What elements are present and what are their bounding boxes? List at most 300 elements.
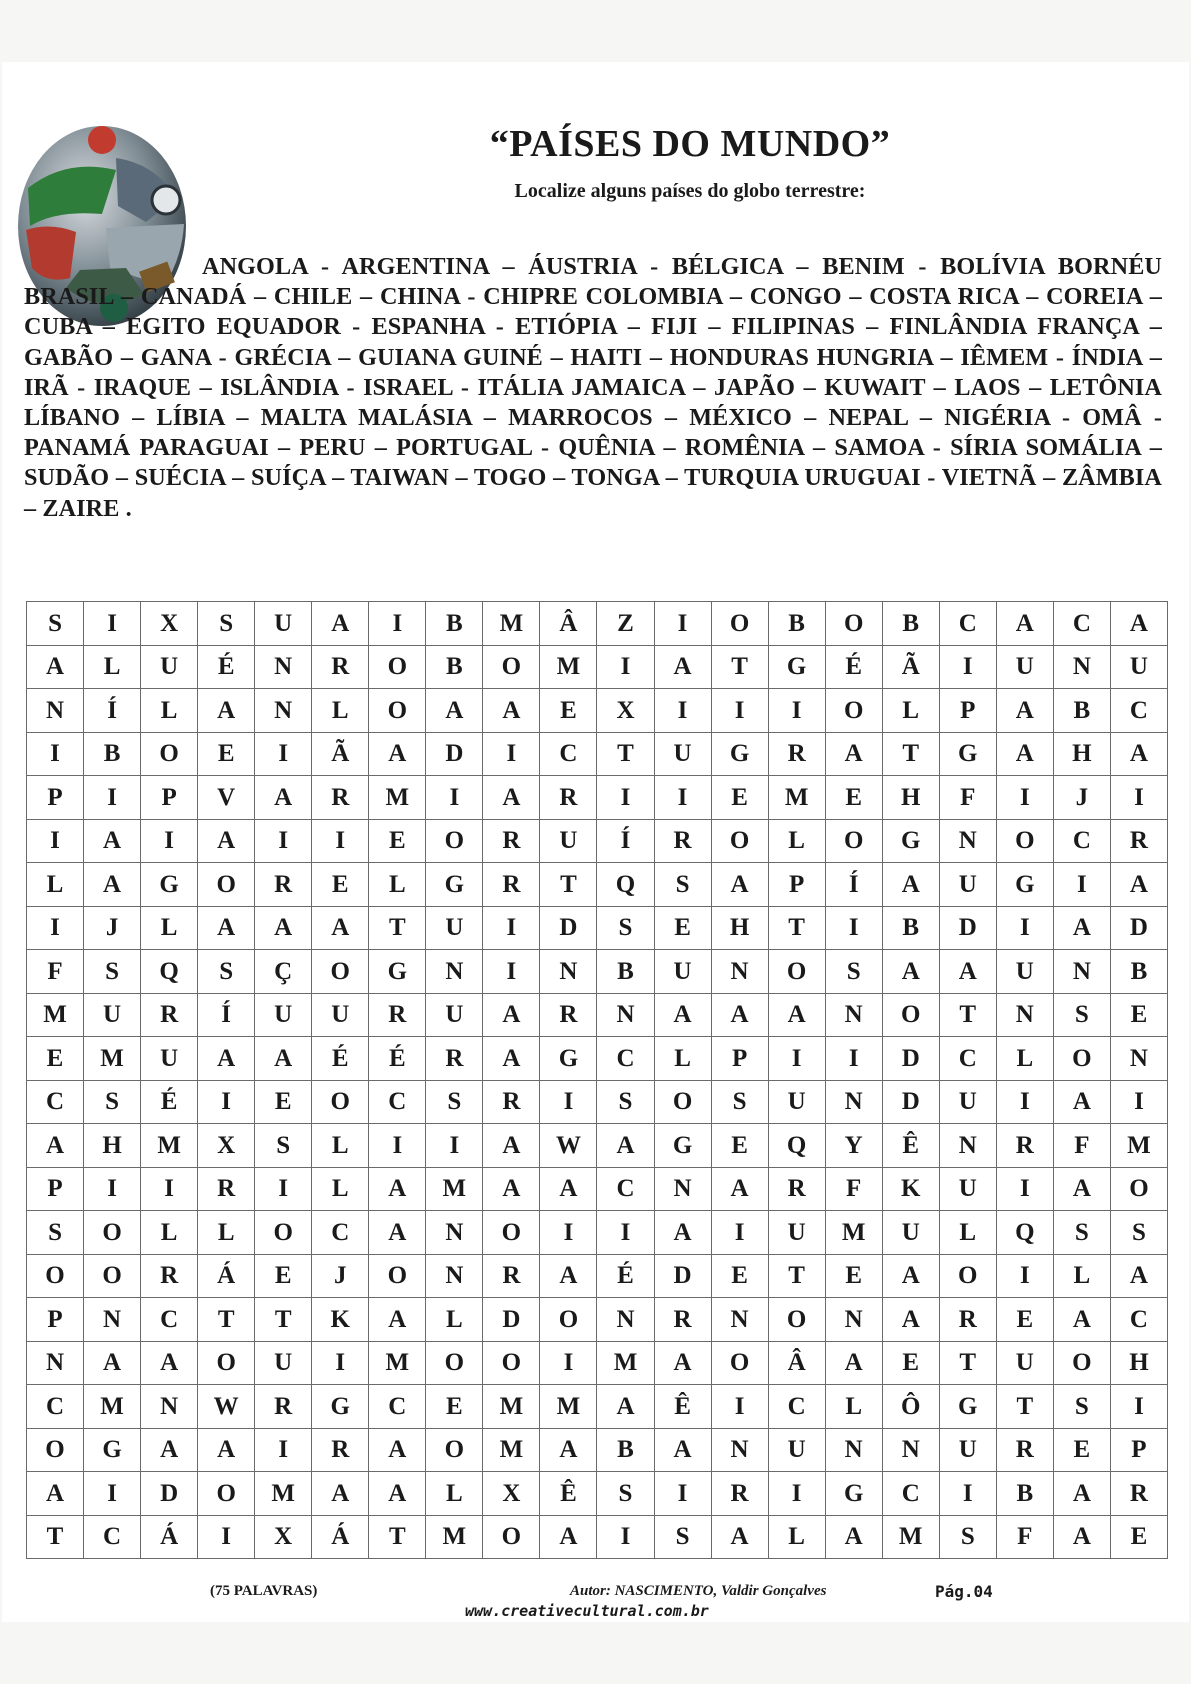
grid-cell[interactable]: A: [1053, 1167, 1110, 1211]
grid-cell[interactable]: H: [882, 776, 939, 820]
grid-cell[interactable]: B: [882, 906, 939, 950]
grid-cell[interactable]: L: [1053, 1254, 1110, 1298]
grid-cell[interactable]: A: [483, 689, 540, 733]
grid-cell[interactable]: S: [198, 950, 255, 994]
grid-cell[interactable]: A: [369, 1298, 426, 1342]
grid-cell[interactable]: M: [426, 1167, 483, 1211]
grid-cell[interactable]: R: [255, 1385, 312, 1429]
grid-cell[interactable]: A: [540, 1254, 597, 1298]
grid-cell[interactable]: G: [84, 1428, 141, 1472]
grid-cell[interactable]: N: [27, 1341, 84, 1385]
grid-cell[interactable]: N: [939, 1124, 996, 1168]
grid-cell[interactable]: A: [369, 1211, 426, 1255]
grid-cell[interactable]: U: [996, 1341, 1053, 1385]
grid-cell[interactable]: O: [483, 1341, 540, 1385]
grid-cell[interactable]: A: [198, 819, 255, 863]
grid-cell[interactable]: I: [711, 689, 768, 733]
grid-cell[interactable]: T: [597, 732, 654, 776]
grid-cell[interactable]: I: [84, 602, 141, 646]
grid-cell[interactable]: I: [1110, 1385, 1167, 1429]
grid-cell[interactable]: D: [426, 732, 483, 776]
grid-cell[interactable]: A: [939, 950, 996, 994]
grid-cell[interactable]: L: [312, 689, 369, 733]
grid-cell[interactable]: L: [84, 645, 141, 689]
grid-cell[interactable]: I: [597, 645, 654, 689]
grid-cell[interactable]: Á: [141, 1515, 198, 1559]
grid-cell[interactable]: N: [426, 1254, 483, 1298]
grid-cell[interactable]: T: [27, 1515, 84, 1559]
grid-cell[interactable]: L: [768, 819, 825, 863]
grid-cell[interactable]: B: [1110, 950, 1167, 994]
grid-cell[interactable]: L: [198, 1211, 255, 1255]
grid-cell[interactable]: A: [255, 1037, 312, 1081]
grid-cell[interactable]: A: [996, 689, 1053, 733]
grid-cell[interactable]: I: [255, 1428, 312, 1472]
grid-cell[interactable]: K: [882, 1167, 939, 1211]
grid-cell[interactable]: Í: [825, 863, 882, 907]
grid-cell[interactable]: A: [483, 1037, 540, 1081]
grid-cell[interactable]: G: [768, 645, 825, 689]
grid-cell[interactable]: A: [1053, 1080, 1110, 1124]
grid-cell[interactable]: C: [939, 1037, 996, 1081]
grid-cell[interactable]: B: [1053, 689, 1110, 733]
grid-cell[interactable]: C: [1110, 689, 1167, 733]
grid-cell[interactable]: U: [141, 1037, 198, 1081]
grid-cell[interactable]: M: [255, 1472, 312, 1516]
grid-cell[interactable]: R: [1110, 1472, 1167, 1516]
grid-cell[interactable]: C: [27, 1385, 84, 1429]
grid-cell[interactable]: É: [141, 1080, 198, 1124]
grid-cell[interactable]: O: [141, 732, 198, 776]
grid-cell[interactable]: R: [483, 819, 540, 863]
grid-cell[interactable]: D: [1110, 906, 1167, 950]
grid-cell[interactable]: R: [141, 1254, 198, 1298]
grid-cell[interactable]: O: [426, 1428, 483, 1472]
grid-cell[interactable]: I: [597, 1211, 654, 1255]
grid-cell[interactable]: N: [711, 1428, 768, 1472]
grid-cell[interactable]: A: [597, 1124, 654, 1168]
grid-cell[interactable]: A: [255, 776, 312, 820]
grid-cell[interactable]: O: [426, 819, 483, 863]
grid-cell[interactable]: A: [1053, 1472, 1110, 1516]
grid-cell[interactable]: Í: [84, 689, 141, 733]
grid-cell[interactable]: É: [198, 645, 255, 689]
grid-cell[interactable]: A: [654, 993, 711, 1037]
grid-cell[interactable]: X: [198, 1124, 255, 1168]
grid-cell[interactable]: A: [198, 689, 255, 733]
grid-cell[interactable]: E: [1053, 1428, 1110, 1472]
grid-cell[interactable]: O: [483, 1211, 540, 1255]
grid-cell[interactable]: É: [312, 1037, 369, 1081]
grid-cell[interactable]: O: [198, 1472, 255, 1516]
grid-cell[interactable]: E: [711, 776, 768, 820]
grid-cell[interactable]: M: [483, 1428, 540, 1472]
grid-cell[interactable]: M: [1110, 1124, 1167, 1168]
grid-cell[interactable]: U: [768, 1080, 825, 1124]
grid-cell[interactable]: V: [198, 776, 255, 820]
grid-cell[interactable]: I: [255, 819, 312, 863]
grid-cell[interactable]: U: [939, 1428, 996, 1472]
grid-cell[interactable]: U: [654, 732, 711, 776]
grid-cell[interactable]: U: [768, 1211, 825, 1255]
grid-cell[interactable]: I: [1110, 776, 1167, 820]
grid-cell[interactable]: M: [825, 1211, 882, 1255]
grid-cell[interactable]: O: [711, 602, 768, 646]
grid-cell[interactable]: I: [939, 1472, 996, 1516]
grid-cell[interactable]: P: [1110, 1428, 1167, 1472]
grid-cell[interactable]: A: [426, 689, 483, 733]
grid-cell[interactable]: N: [540, 950, 597, 994]
grid-cell[interactable]: O: [369, 645, 426, 689]
grid-cell[interactable]: A: [198, 1428, 255, 1472]
grid-cell[interactable]: U: [939, 1167, 996, 1211]
grid-cell[interactable]: G: [426, 863, 483, 907]
grid-cell[interactable]: R: [255, 863, 312, 907]
grid-cell[interactable]: U: [540, 819, 597, 863]
grid-cell[interactable]: A: [597, 1385, 654, 1429]
grid-cell[interactable]: A: [84, 819, 141, 863]
grid-cell[interactable]: P: [27, 776, 84, 820]
grid-cell[interactable]: A: [483, 1167, 540, 1211]
grid-cell[interactable]: O: [198, 1341, 255, 1385]
grid-cell[interactable]: E: [711, 1254, 768, 1298]
grid-cell[interactable]: I: [825, 1037, 882, 1081]
grid-cell[interactable]: U: [1110, 645, 1167, 689]
grid-cell[interactable]: C: [312, 1211, 369, 1255]
grid-cell[interactable]: A: [540, 1428, 597, 1472]
grid-cell[interactable]: O: [1110, 1167, 1167, 1211]
grid-cell[interactable]: S: [1053, 1211, 1110, 1255]
grid-cell[interactable]: C: [768, 1385, 825, 1429]
grid-cell[interactable]: I: [825, 906, 882, 950]
grid-cell[interactable]: A: [1053, 906, 1110, 950]
grid-cell[interactable]: O: [1053, 1037, 1110, 1081]
grid-cell[interactable]: I: [996, 776, 1053, 820]
grid-cell[interactable]: O: [312, 1080, 369, 1124]
grid-cell[interactable]: K: [312, 1298, 369, 1342]
grid-cell[interactable]: I: [996, 1167, 1053, 1211]
grid-cell[interactable]: N: [597, 993, 654, 1037]
grid-cell[interactable]: C: [597, 1037, 654, 1081]
grid-cell[interactable]: U: [882, 1211, 939, 1255]
grid-cell[interactable]: O: [27, 1254, 84, 1298]
grid-cell[interactable]: I: [996, 1080, 1053, 1124]
grid-cell[interactable]: I: [768, 1472, 825, 1516]
grid-cell[interactable]: O: [198, 863, 255, 907]
grid-cell[interactable]: E: [996, 1298, 1053, 1342]
grid-cell[interactable]: Í: [597, 819, 654, 863]
grid-cell[interactable]: A: [654, 1341, 711, 1385]
grid-cell[interactable]: I: [711, 1385, 768, 1429]
grid-cell[interactable]: I: [654, 602, 711, 646]
grid-cell[interactable]: N: [84, 1298, 141, 1342]
grid-cell[interactable]: X: [597, 689, 654, 733]
grid-cell[interactable]: Ô: [882, 1385, 939, 1429]
grid-cell[interactable]: N: [654, 1167, 711, 1211]
grid-cell[interactable]: Q: [768, 1124, 825, 1168]
grid-cell[interactable]: A: [198, 1037, 255, 1081]
grid-cell[interactable]: O: [369, 689, 426, 733]
grid-cell[interactable]: N: [711, 1298, 768, 1342]
grid-cell[interactable]: A: [255, 906, 312, 950]
grid-cell[interactable]: R: [768, 732, 825, 776]
grid-cell[interactable]: M: [540, 645, 597, 689]
grid-cell[interactable]: C: [597, 1167, 654, 1211]
grid-cell[interactable]: O: [654, 1080, 711, 1124]
grid-cell[interactable]: X: [483, 1472, 540, 1516]
grid-cell[interactable]: A: [996, 732, 1053, 776]
grid-cell[interactable]: L: [141, 906, 198, 950]
grid-cell[interactable]: I: [597, 776, 654, 820]
grid-cell[interactable]: A: [1053, 1515, 1110, 1559]
grid-cell[interactable]: O: [84, 1211, 141, 1255]
grid-cell[interactable]: U: [255, 1341, 312, 1385]
grid-cell[interactable]: O: [825, 602, 882, 646]
grid-cell[interactable]: E: [540, 689, 597, 733]
grid-cell[interactable]: R: [483, 1080, 540, 1124]
grid-cell[interactable]: N: [27, 689, 84, 733]
grid-cell[interactable]: D: [882, 1037, 939, 1081]
grid-cell[interactable]: O: [768, 950, 825, 994]
grid-cell[interactable]: P: [711, 1037, 768, 1081]
grid-cell[interactable]: Q: [996, 1211, 1053, 1255]
grid-cell[interactable]: I: [711, 1211, 768, 1255]
grid-cell[interactable]: O: [483, 645, 540, 689]
grid-cell[interactable]: L: [825, 1385, 882, 1429]
grid-cell[interactable]: T: [540, 863, 597, 907]
grid-cell[interactable]: T: [939, 1341, 996, 1385]
grid-cell[interactable]: O: [27, 1428, 84, 1472]
grid-cell[interactable]: Á: [198, 1254, 255, 1298]
grid-cell[interactable]: A: [369, 1167, 426, 1211]
grid-cell[interactable]: R: [711, 1472, 768, 1516]
grid-cell[interactable]: A: [27, 645, 84, 689]
grid-cell[interactable]: D: [540, 906, 597, 950]
grid-cell[interactable]: O: [540, 1298, 597, 1342]
grid-cell[interactable]: U: [426, 993, 483, 1037]
grid-cell[interactable]: I: [27, 906, 84, 950]
grid-cell[interactable]: L: [312, 1167, 369, 1211]
grid-cell[interactable]: E: [882, 1341, 939, 1385]
grid-cell[interactable]: I: [996, 1254, 1053, 1298]
grid-cell[interactable]: C: [1053, 819, 1110, 863]
grid-cell[interactable]: I: [84, 776, 141, 820]
grid-cell[interactable]: A: [1110, 732, 1167, 776]
grid-cell[interactable]: R: [369, 993, 426, 1037]
grid-cell[interactable]: A: [27, 1472, 84, 1516]
grid-cell[interactable]: R: [939, 1298, 996, 1342]
grid-cell[interactable]: Ã: [882, 645, 939, 689]
grid-cell[interactable]: A: [369, 1472, 426, 1516]
grid-cell[interactable]: R: [312, 776, 369, 820]
grid-cell[interactable]: L: [939, 1211, 996, 1255]
grid-cell[interactable]: A: [84, 1341, 141, 1385]
grid-cell[interactable]: U: [255, 602, 312, 646]
grid-cell[interactable]: R: [1110, 819, 1167, 863]
grid-cell[interactable]: O: [825, 689, 882, 733]
grid-cell[interactable]: F: [27, 950, 84, 994]
grid-cell[interactable]: B: [426, 645, 483, 689]
grid-cell[interactable]: O: [426, 1341, 483, 1385]
grid-cell[interactable]: L: [654, 1037, 711, 1081]
grid-cell[interactable]: A: [1110, 602, 1167, 646]
grid-cell[interactable]: M: [27, 993, 84, 1037]
grid-cell[interactable]: S: [711, 1080, 768, 1124]
grid-cell[interactable]: M: [882, 1515, 939, 1559]
grid-cell[interactable]: A: [882, 1254, 939, 1298]
grid-cell[interactable]: M: [369, 776, 426, 820]
grid-cell[interactable]: S: [426, 1080, 483, 1124]
grid-cell[interactable]: A: [1053, 1298, 1110, 1342]
grid-cell[interactable]: I: [654, 1472, 711, 1516]
grid-cell[interactable]: M: [597, 1341, 654, 1385]
grid-cell[interactable]: A: [1110, 1254, 1167, 1298]
grid-cell[interactable]: U: [141, 645, 198, 689]
grid-cell[interactable]: D: [483, 1298, 540, 1342]
grid-cell[interactable]: S: [1053, 993, 1110, 1037]
grid-cell[interactable]: N: [141, 1385, 198, 1429]
grid-cell[interactable]: Y: [825, 1124, 882, 1168]
grid-cell[interactable]: E: [255, 1254, 312, 1298]
grid-cell[interactable]: Ê: [540, 1472, 597, 1516]
grid-cell[interactable]: R: [312, 645, 369, 689]
grid-cell[interactable]: A: [312, 602, 369, 646]
grid-cell[interactable]: L: [141, 1211, 198, 1255]
grid-cell[interactable]: E: [825, 1254, 882, 1298]
grid-cell[interactable]: I: [255, 732, 312, 776]
grid-cell[interactable]: P: [768, 863, 825, 907]
grid-cell[interactable]: N: [426, 950, 483, 994]
grid-cell[interactable]: I: [540, 1080, 597, 1124]
grid-cell[interactable]: U: [939, 1080, 996, 1124]
grid-cell[interactable]: R: [198, 1167, 255, 1211]
grid-cell[interactable]: I: [540, 1341, 597, 1385]
grid-cell[interactable]: B: [84, 732, 141, 776]
grid-cell[interactable]: N: [255, 689, 312, 733]
grid-cell[interactable]: T: [198, 1298, 255, 1342]
grid-cell[interactable]: N: [255, 645, 312, 689]
grid-cell[interactable]: E: [1110, 993, 1167, 1037]
grid-cell[interactable]: I: [597, 1515, 654, 1559]
grid-cell[interactable]: I: [84, 1472, 141, 1516]
grid-cell[interactable]: X: [141, 602, 198, 646]
grid-cell[interactable]: É: [597, 1254, 654, 1298]
grid-cell[interactable]: O: [768, 1298, 825, 1342]
grid-cell[interactable]: G: [540, 1037, 597, 1081]
grid-cell[interactable]: C: [84, 1515, 141, 1559]
grid-cell[interactable]: U: [939, 863, 996, 907]
grid-cell[interactable]: X: [255, 1515, 312, 1559]
grid-cell[interactable]: P: [27, 1298, 84, 1342]
grid-cell[interactable]: H: [84, 1124, 141, 1168]
grid-cell[interactable]: C: [882, 1472, 939, 1516]
grid-cell[interactable]: A: [654, 1428, 711, 1472]
grid-cell[interactable]: I: [141, 1167, 198, 1211]
grid-cell[interactable]: W: [540, 1124, 597, 1168]
grid-cell[interactable]: Ê: [654, 1385, 711, 1429]
grid-cell[interactable]: G: [654, 1124, 711, 1168]
grid-cell[interactable]: A: [198, 906, 255, 950]
grid-cell[interactable]: T: [711, 645, 768, 689]
grid-cell[interactable]: E: [255, 1080, 312, 1124]
grid-cell[interactable]: S: [597, 1472, 654, 1516]
grid-cell[interactable]: B: [597, 950, 654, 994]
grid-cell[interactable]: A: [483, 993, 540, 1037]
grid-cell[interactable]: F: [996, 1515, 1053, 1559]
grid-cell[interactable]: I: [483, 950, 540, 994]
grid-cell[interactable]: A: [768, 993, 825, 1037]
grid-cell[interactable]: A: [369, 1428, 426, 1472]
grid-cell[interactable]: A: [711, 993, 768, 1037]
grid-cell[interactable]: L: [312, 1124, 369, 1168]
grid-cell[interactable]: N: [825, 1428, 882, 1472]
grid-cell[interactable]: I: [1053, 863, 1110, 907]
grid-cell[interactable]: I: [540, 1211, 597, 1255]
grid-cell[interactable]: R: [996, 1428, 1053, 1472]
grid-cell[interactable]: C: [369, 1385, 426, 1429]
grid-cell[interactable]: S: [654, 1515, 711, 1559]
grid-cell[interactable]: S: [27, 602, 84, 646]
grid-cell[interactable]: L: [882, 689, 939, 733]
grid-cell[interactable]: N: [996, 993, 1053, 1037]
grid-cell[interactable]: A: [825, 1515, 882, 1559]
grid-cell[interactable]: U: [426, 906, 483, 950]
grid-cell[interactable]: Ã: [312, 732, 369, 776]
grid-cell[interactable]: T: [369, 1515, 426, 1559]
grid-cell[interactable]: M: [84, 1385, 141, 1429]
grid-cell[interactable]: A: [882, 863, 939, 907]
grid-cell[interactable]: I: [939, 645, 996, 689]
grid-cell[interactable]: A: [711, 863, 768, 907]
grid-cell[interactable]: R: [141, 993, 198, 1037]
grid-cell[interactable]: E: [426, 1385, 483, 1429]
grid-cell[interactable]: A: [27, 1124, 84, 1168]
grid-cell[interactable]: A: [711, 1167, 768, 1211]
grid-cell[interactable]: M: [369, 1341, 426, 1385]
grid-cell[interactable]: W: [198, 1385, 255, 1429]
grid-cell[interactable]: E: [198, 732, 255, 776]
grid-cell[interactable]: N: [825, 1298, 882, 1342]
grid-cell[interactable]: S: [198, 602, 255, 646]
grid-cell[interactable]: D: [882, 1080, 939, 1124]
grid-cell[interactable]: L: [426, 1298, 483, 1342]
grid-cell[interactable]: B: [882, 602, 939, 646]
grid-cell[interactable]: N: [426, 1211, 483, 1255]
grid-cell[interactable]: T: [369, 906, 426, 950]
grid-cell[interactable]: I: [426, 776, 483, 820]
grid-cell[interactable]: G: [369, 950, 426, 994]
grid-cell[interactable]: I: [369, 1124, 426, 1168]
grid-cell[interactable]: N: [882, 1428, 939, 1472]
grid-cell[interactable]: P: [939, 689, 996, 733]
grid-cell[interactable]: S: [27, 1211, 84, 1255]
grid-cell[interactable]: Â: [540, 602, 597, 646]
grid-cell[interactable]: M: [426, 1515, 483, 1559]
grid-cell[interactable]: E: [711, 1124, 768, 1168]
grid-cell[interactable]: G: [141, 863, 198, 907]
grid-cell[interactable]: H: [1053, 732, 1110, 776]
grid-cell[interactable]: C: [1110, 1298, 1167, 1342]
grid-cell[interactable]: A: [369, 732, 426, 776]
grid-cell[interactable]: S: [939, 1515, 996, 1559]
grid-cell[interactable]: I: [768, 689, 825, 733]
grid-cell[interactable]: B: [426, 602, 483, 646]
grid-cell[interactable]: L: [27, 863, 84, 907]
grid-cell[interactable]: D: [939, 906, 996, 950]
grid-cell[interactable]: P: [27, 1167, 84, 1211]
grid-cell[interactable]: R: [768, 1167, 825, 1211]
grid-cell[interactable]: Q: [597, 863, 654, 907]
